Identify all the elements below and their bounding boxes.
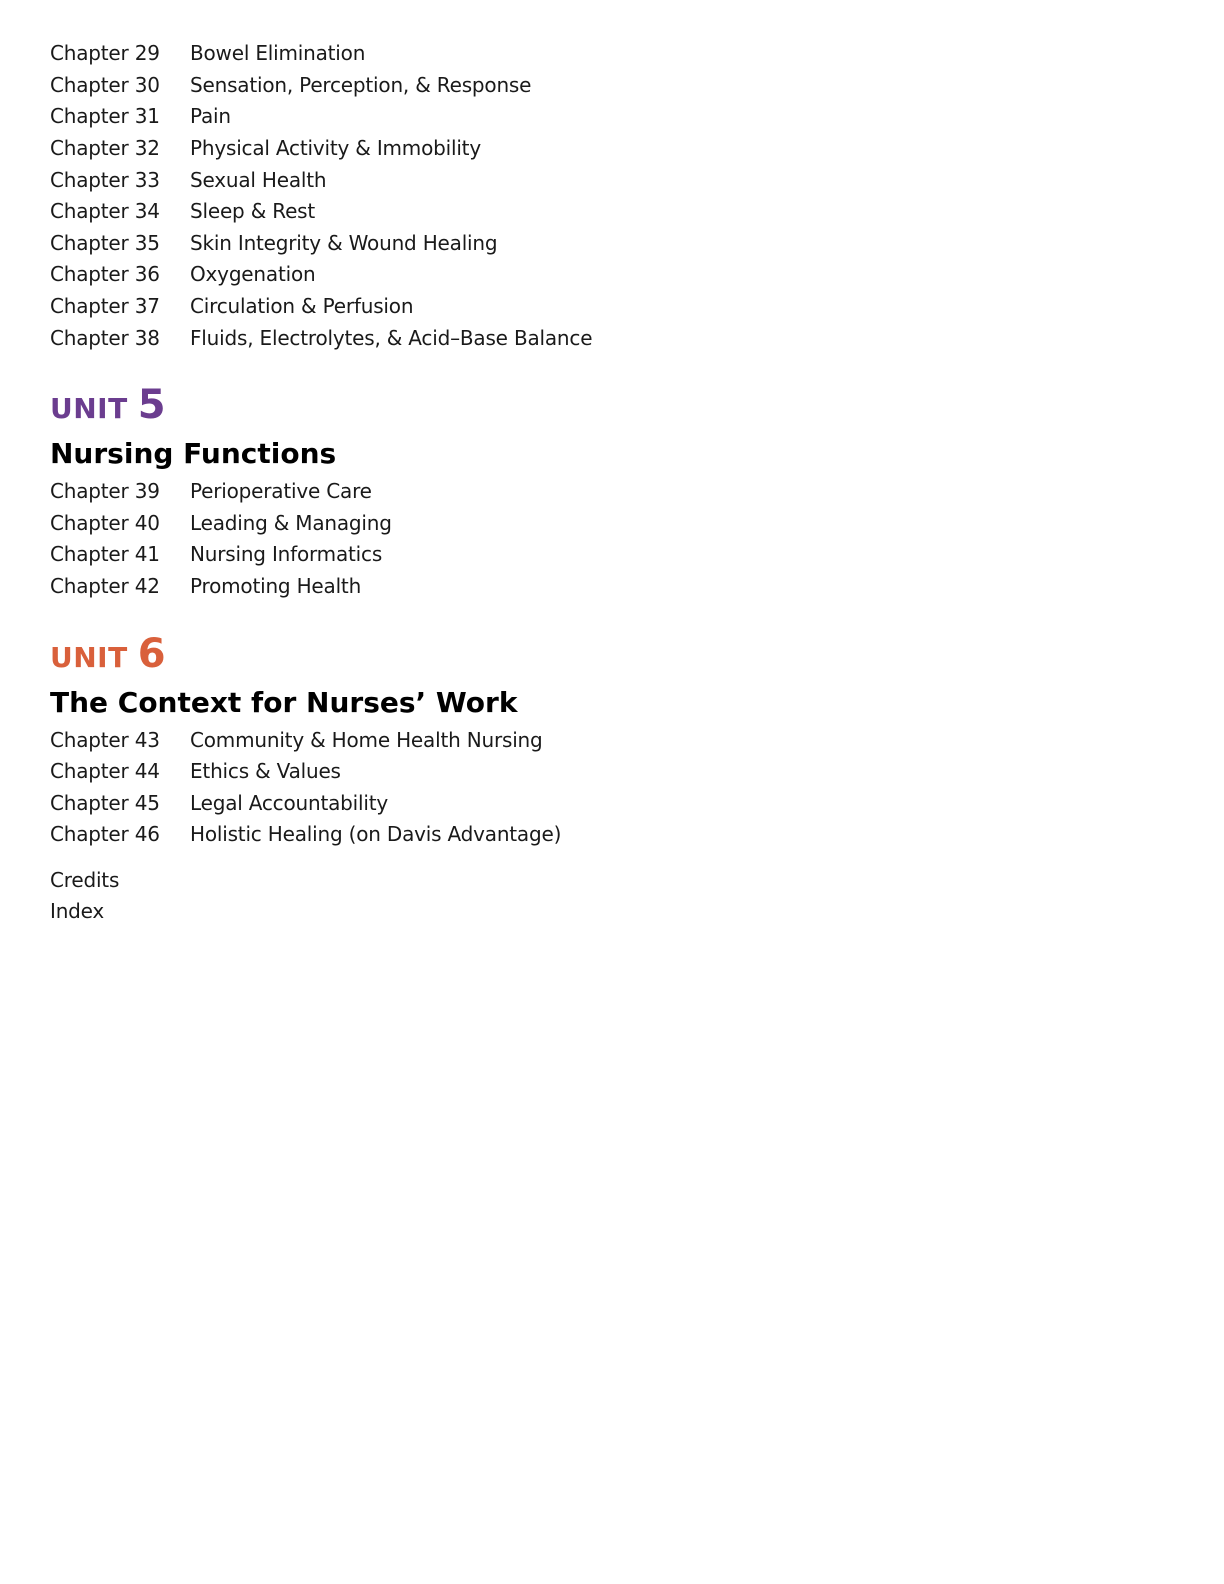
chapter-entry[interactable]	[50, 539, 1174, 571]
chapter-title: Promoting Health	[190, 573, 362, 598]
credits-label: Credits	[50, 867, 120, 892]
chapter-title: Sensation, Perception, & Response	[190, 72, 532, 97]
chapter-title: Oxygenation	[190, 262, 316, 287]
unit-label: UNIT	[50, 392, 128, 426]
chapter-entry[interactable]	[50, 290, 1174, 322]
chapter-number: Chapter 44	[50, 759, 160, 784]
chapter-title: Leading & Managing	[190, 510, 392, 535]
chapter-entry[interactable]	[50, 37, 1174, 69]
chapter-number: Chapter 43	[50, 727, 160, 752]
chapter-entry[interactable]	[50, 755, 1174, 787]
chapter-title: Nursing Informatics	[190, 542, 383, 567]
chapter-number: Chapter 29	[50, 41, 160, 65]
table-of-contents	[50, 37, 1174, 926]
unit-6-section	[50, 630, 1174, 850]
chapter-number: Chapter 34	[50, 199, 160, 224]
unit-6-heading	[50, 630, 1174, 677]
chapter-title: Perioperative Care	[190, 479, 372, 504]
chapter-title: Circulation & Perfusion	[190, 293, 414, 318]
unit-5-section	[50, 382, 1174, 601]
unit-label: UNIT	[50, 640, 128, 674]
unit-5-heading	[50, 382, 1174, 429]
chapter-title: Holistic Healing (on Davis Advantage)	[190, 822, 562, 847]
chapter-entry[interactable]	[50, 101, 1174, 133]
chapter-title: Skin Integrity & Wound Healing	[190, 230, 498, 255]
unit-6-chapter-list	[50, 724, 1174, 850]
chapter-title: Pain	[190, 104, 231, 129]
chapter-entry[interactable]	[50, 259, 1174, 291]
chapter-number: Chapter 45	[50, 790, 160, 815]
chapter-number: Chapter 32	[50, 135, 160, 160]
chapter-title: Sexual Health	[190, 167, 327, 192]
chapter-number: Chapter 36	[50, 262, 160, 287]
chapter-title: Bowel Elimination	[190, 41, 366, 65]
chapter-number: Chapter 38	[50, 325, 160, 350]
unit-5-chapter-list	[50, 475, 1174, 601]
chapter-entry[interactable]	[50, 132, 1174, 164]
chapter-number: Chapter 40	[50, 510, 160, 535]
chapter-entry[interactable]	[50, 195, 1174, 227]
back-matter-list	[50, 864, 1174, 926]
chapter-entry[interactable]	[50, 570, 1174, 602]
chapter-number: Chapter 37	[50, 293, 160, 318]
chapter-entry[interactable]	[50, 724, 1174, 756]
index-entry[interactable]	[50, 895, 1174, 926]
chapter-number: Chapter 35	[50, 230, 160, 255]
chapter-entry[interactable]	[50, 69, 1174, 101]
chapter-number: Chapter 41	[50, 542, 160, 567]
chapter-title: Community & Home Health Nursing	[190, 727, 543, 752]
chapter-list-continued	[50, 37, 1174, 353]
unit-5-title: Nursing Functions	[50, 437, 337, 471]
chapter-number: Chapter 46	[50, 822, 160, 847]
unit-number: 6	[137, 630, 166, 677]
chapter-title: Sleep & Rest	[190, 199, 316, 224]
chapter-title: Fluids, Electrolytes, & Acid–Base Balance	[190, 325, 593, 350]
unit-number: 5	[137, 382, 166, 429]
chapter-number: Chapter 42	[50, 573, 160, 598]
chapter-title: Physical Activity & Immobility	[190, 135, 481, 160]
chapter-entry[interactable]	[50, 507, 1174, 539]
chapter-entry[interactable]	[50, 819, 1174, 851]
chapter-title: Ethics & Values	[190, 759, 341, 784]
chapter-number: Chapter 39	[50, 479, 160, 504]
chapter-number: Chapter 31	[50, 104, 160, 129]
chapter-entry[interactable]	[50, 787, 1174, 819]
index-label: Index	[50, 898, 105, 923]
chapter-number: Chapter 30	[50, 72, 160, 97]
unit-6-title: The Context for Nurses’ Work	[50, 685, 518, 719]
chapter-entry[interactable]	[50, 322, 1174, 354]
credits-entry[interactable]	[50, 864, 1174, 895]
chapter-number: Chapter 33	[50, 167, 160, 192]
chapter-entry[interactable]	[50, 227, 1174, 259]
chapter-entry[interactable]	[50, 475, 1174, 507]
chapter-title: Legal Accountability	[190, 790, 389, 815]
chapter-entry[interactable]	[50, 164, 1174, 196]
